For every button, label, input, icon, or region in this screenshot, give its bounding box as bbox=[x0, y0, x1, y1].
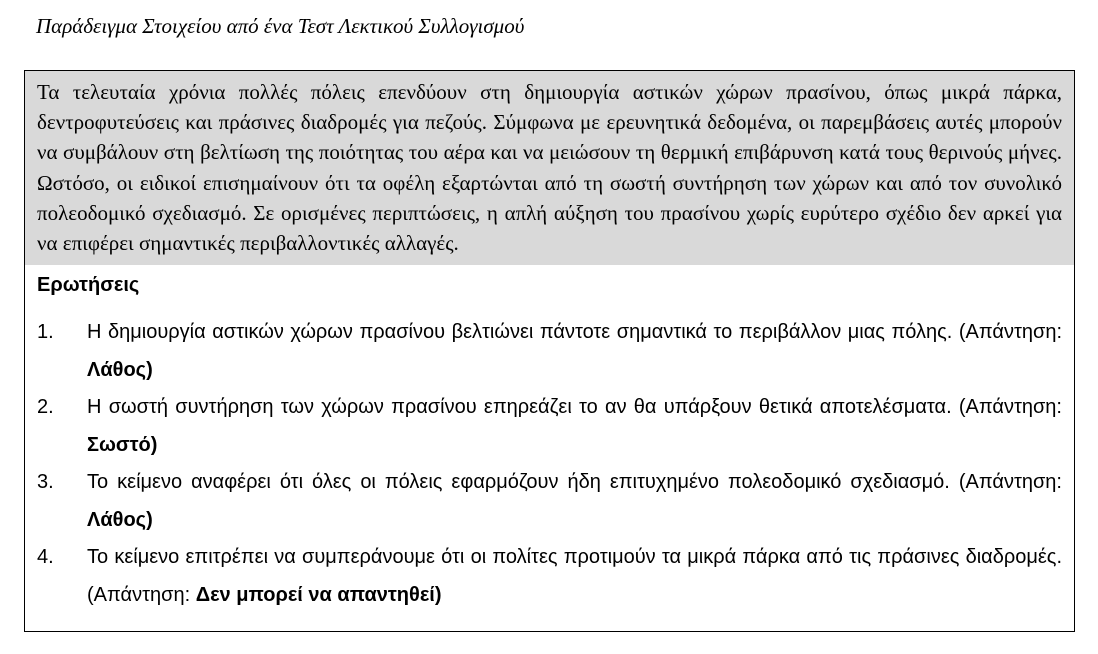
question-number: 3. bbox=[37, 471, 54, 494]
question-list bbox=[25, 314, 1074, 614]
question-text: Το κείμενο επιτρέπει να συμπεράνουμε ότι οι πολίτες προτιμούν τα μικρά πάρκα από τις πράσινες διαδρομές. (Απάντηση: bbox=[87, 546, 1062, 606]
answer-value: Σωστό) bbox=[87, 433, 158, 456]
answer-value: Λάθος) bbox=[87, 508, 153, 531]
question-text: Η σωστή συντήρηση των χώρων πρασίνου επηρεάζει το αν θα υπάρξουν θετικά αποτελέσματα. (Απάντηση: bbox=[87, 396, 1062, 419]
document-title: Παράδειγμα Στοιχείου από ένα Τεστ Λεκτικού Συλλογισμού bbox=[36, 14, 525, 38]
answer-value: Λάθος) bbox=[87, 358, 153, 381]
reading-passage: Τα τελευταία χρόνια πολλές πόλεις επενδύουν στη δημιουργία αστικών χώρων πρασίνου, όπως μικρά πάρκα, δεντροφυτεύσεις και πράσινες διαδρομές για πεζούς. Σύμφωνα με ερευνητικά δεδομένα, οι παρεμβάσεις αυτές μπορούν να συμβάλουν στη βελτίωση της ποιότητας του αέρα και να μειώσουν τη θερμική επιβάρυνση κατά τους θερινούς μήνες. Ωστόσο, οι ειδικοί επισημαίνουν ότι τα οφέλη εξαρτώνται από τη σωστή συντήρηση των χώρων και από τον συνολικό πολεοδομικό σχεδιασμό. Σε ορισμένες περιπτώσεις, η απλή αύξηση του πρασίνου χωρίς ευρύτερο σχέδιο δεν αρκεί για να επιφέρει σημαντικές περιβαλλοντικές αλλαγές. bbox=[25, 71, 1074, 265]
question-item bbox=[25, 464, 1074, 539]
question-item bbox=[25, 389, 1074, 464]
question-number: 2. bbox=[37, 396, 54, 419]
answer-value: Δεν μπορεί να απαντηθεί) bbox=[195, 583, 442, 606]
question-text: Το κείμενο αναφέρει ότι όλες οι πόλεις εφαρμόζουν ήδη επιτυχημένο πολεοδομικό σχεδιασμό. (Απάντηση: bbox=[87, 471, 1062, 494]
question-number: 4. bbox=[37, 546, 54, 569]
question-item bbox=[25, 314, 1074, 389]
question-item bbox=[25, 539, 1074, 614]
question-number: 1. bbox=[37, 321, 54, 344]
question-text: Η δημιουργία αστικών χώρων πρασίνου βελτιώνει πάντοτε σημαντικά το περιβάλλον μιας πόλης. (Απάντηση: bbox=[87, 321, 1062, 344]
test-item-box bbox=[24, 70, 1075, 632]
questions-heading: Ερωτήσεις bbox=[37, 274, 140, 297]
